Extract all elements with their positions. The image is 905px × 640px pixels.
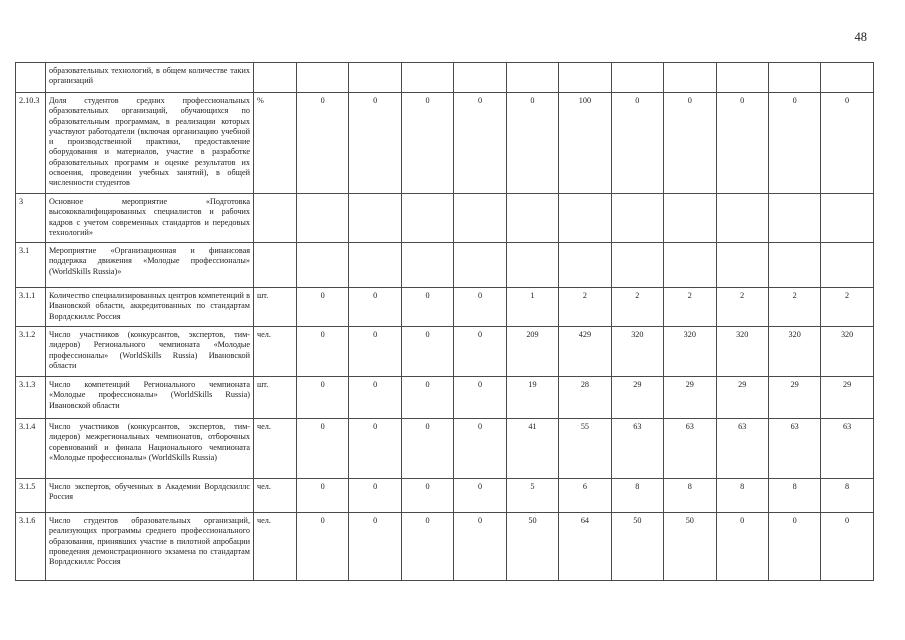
row-value [401,194,453,243]
row-value: 50 [611,513,663,581]
row-value: 0 [401,288,453,327]
row-unit [254,63,297,93]
row-value [768,194,820,243]
row-number [16,63,46,93]
row-value [821,63,873,93]
row-value: 29 [768,377,820,419]
table-row [16,93,874,194]
row-value: 0 [454,327,506,377]
row-value: 0 [401,419,453,479]
row-value [506,194,558,243]
row-number: 3.1 [16,243,46,288]
row-value: 8 [611,479,663,513]
table-body [16,63,874,581]
row-value [716,243,768,288]
row-value: 0 [454,377,506,419]
row-value: 0 [297,419,349,479]
row-value: 0 [401,93,453,194]
row-value: 63 [664,419,716,479]
row-description: Доля студентов средних профессиональных образовательных организаций, обучающихся по образовательным программам, в реализации которых участвуют работодатели (включая организацию учебной и производственной практики, предоставление оборудования и материалов, участие в разработке образовательных программ и оценке результатов их освоения, проведении учебных занятий), в общей численности студентов [46,93,254,194]
row-value: 0 [454,513,506,581]
row-value [716,63,768,93]
row-description: Число участников (конкурсантов, экспертов, тим-лидеров) межрегиональных чемпионатов, отборочных соревнований и финала Национального чемпионата «Молодые профессионалы» (WorldSkills Russia) [46,419,254,479]
row-value: 0 [297,288,349,327]
row-value: 0 [297,377,349,419]
row-value: 429 [559,327,611,377]
row-value [297,194,349,243]
row-value: 0 [349,419,401,479]
table-row [16,479,874,513]
row-number: 3.1.1 [16,288,46,327]
row-value [349,194,401,243]
row-value [559,194,611,243]
row-value: 0 [454,479,506,513]
row-value: 0 [401,513,453,581]
table-row [16,513,874,581]
row-value: 55 [559,419,611,479]
row-value: 0 [297,479,349,513]
row-number: 3.1.3 [16,377,46,419]
row-value [297,243,349,288]
row-value: 19 [506,377,558,419]
row-value [664,63,716,93]
row-value [611,194,663,243]
row-value [821,194,873,243]
row-value: 2 [611,288,663,327]
row-value: 8 [821,479,873,513]
row-description: Число экспертов, обученных в Академии Ворлдскиллс Россия [46,479,254,513]
table-row [16,288,874,327]
row-description: Мероприятие «Организационная и финансовая поддержка движения «Молодые профессионалы» (WorldSkills Russia)» [46,243,254,288]
row-value: 2 [664,288,716,327]
row-number: 3.1.4 [16,419,46,479]
row-value: 320 [716,327,768,377]
row-value: 0 [664,93,716,194]
row-value [559,63,611,93]
row-value: 320 [611,327,663,377]
row-value: 0 [349,93,401,194]
table-row [16,419,874,479]
row-unit [254,194,297,243]
row-value: 0 [454,419,506,479]
row-value: 0 [716,513,768,581]
row-description: Число участников (конкурсантов, экспертов, тим-лидеров) Регионального чемпионата «Молодые профессионалы» (WorldSkills Russia) Ивановской области [46,327,254,377]
row-unit [254,243,297,288]
row-value: 29 [611,377,663,419]
table-row [16,377,874,419]
row-value: 0 [401,377,453,419]
row-value: 0 [768,93,820,194]
row-value: 0 [611,93,663,194]
row-value [611,63,663,93]
row-value: 6 [559,479,611,513]
row-unit: чел. [254,513,297,581]
row-value: 0 [454,288,506,327]
indicators-table [15,62,874,581]
row-number: 3 [16,194,46,243]
row-value: 0 [768,513,820,581]
table-row [16,194,874,243]
row-value [454,194,506,243]
row-value: 50 [664,513,716,581]
row-value [768,243,820,288]
row-value: 0 [349,377,401,419]
row-value [768,63,820,93]
row-value: 8 [768,479,820,513]
row-unit: чел. [254,327,297,377]
row-value: 0 [349,288,401,327]
row-value: 0 [716,93,768,194]
row-value: 0 [821,93,873,194]
row-description: образовательных технологий, в общем количестве таких организаций [46,63,254,93]
row-value [454,63,506,93]
row-value: 29 [664,377,716,419]
row-value: 2 [559,288,611,327]
row-value [821,243,873,288]
row-value: 5 [506,479,558,513]
row-value: 64 [559,513,611,581]
row-value [401,243,453,288]
row-number: 3.1.5 [16,479,46,513]
row-value: 41 [506,419,558,479]
row-number: 3.1.2 [16,327,46,377]
row-value [506,243,558,288]
row-value: 63 [611,419,663,479]
row-value: 0 [349,513,401,581]
row-unit: чел. [254,479,297,513]
row-value: 320 [768,327,820,377]
row-description: Число компетенций Регионального чемпионата «Молодые профессионалы» (WorldSkills Russia) Ивановской области [46,377,254,419]
row-unit: чел. [254,419,297,479]
row-value [297,63,349,93]
row-value: 2 [716,288,768,327]
row-number: 2.10.3 [16,93,46,194]
row-value: 100 [559,93,611,194]
row-value [611,243,663,288]
row-description: Основное мероприятие «Подготовка высококвалифицированных специалистов и рабочих кадров с учетом современных стандартов и передовых технологий» [46,194,254,243]
row-value: 0 [297,93,349,194]
row-value [664,243,716,288]
row-value: 0 [349,327,401,377]
row-number: 3.1.6 [16,513,46,581]
row-value: 29 [821,377,873,419]
row-value: 0 [297,327,349,377]
row-value [349,63,401,93]
row-value: 63 [768,419,820,479]
row-value: 209 [506,327,558,377]
row-description: Количество специализированных центров компетенций в Ивановской области, аккредитованных по стандартам Ворлдскиллс Россия [46,288,254,327]
row-value [664,194,716,243]
row-value: 320 [821,327,873,377]
row-value: 28 [559,377,611,419]
row-value: 0 [821,513,873,581]
row-value: 50 [506,513,558,581]
row-value: 2 [768,288,820,327]
row-value: 0 [454,93,506,194]
row-value: 1 [506,288,558,327]
row-value: 63 [716,419,768,479]
row-value: 8 [664,479,716,513]
row-value: 0 [349,479,401,513]
row-value: 29 [716,377,768,419]
row-value: 0 [506,93,558,194]
row-unit: % [254,93,297,194]
table-row [16,327,874,377]
row-value: 8 [716,479,768,513]
row-value [559,243,611,288]
table-row [16,243,874,288]
row-value [401,63,453,93]
row-value: 2 [821,288,873,327]
row-description: Число студентов образовательных организаций, реализующих программы среднего профессионального образования, принявших участие в пилотной апробации проведения демонстрационного экзамена по стандартам Ворлдскиллс Россия [46,513,254,581]
row-value: 0 [401,327,453,377]
row-value: 63 [821,419,873,479]
row-value: 0 [297,513,349,581]
row-value: 0 [401,479,453,513]
page-number: 48 [854,30,867,44]
row-value: 320 [664,327,716,377]
row-value [349,243,401,288]
row-value [716,194,768,243]
row-value [454,243,506,288]
row-unit: шт. [254,288,297,327]
table-row [16,63,874,93]
row-unit: шт. [254,377,297,419]
row-value [506,63,558,93]
